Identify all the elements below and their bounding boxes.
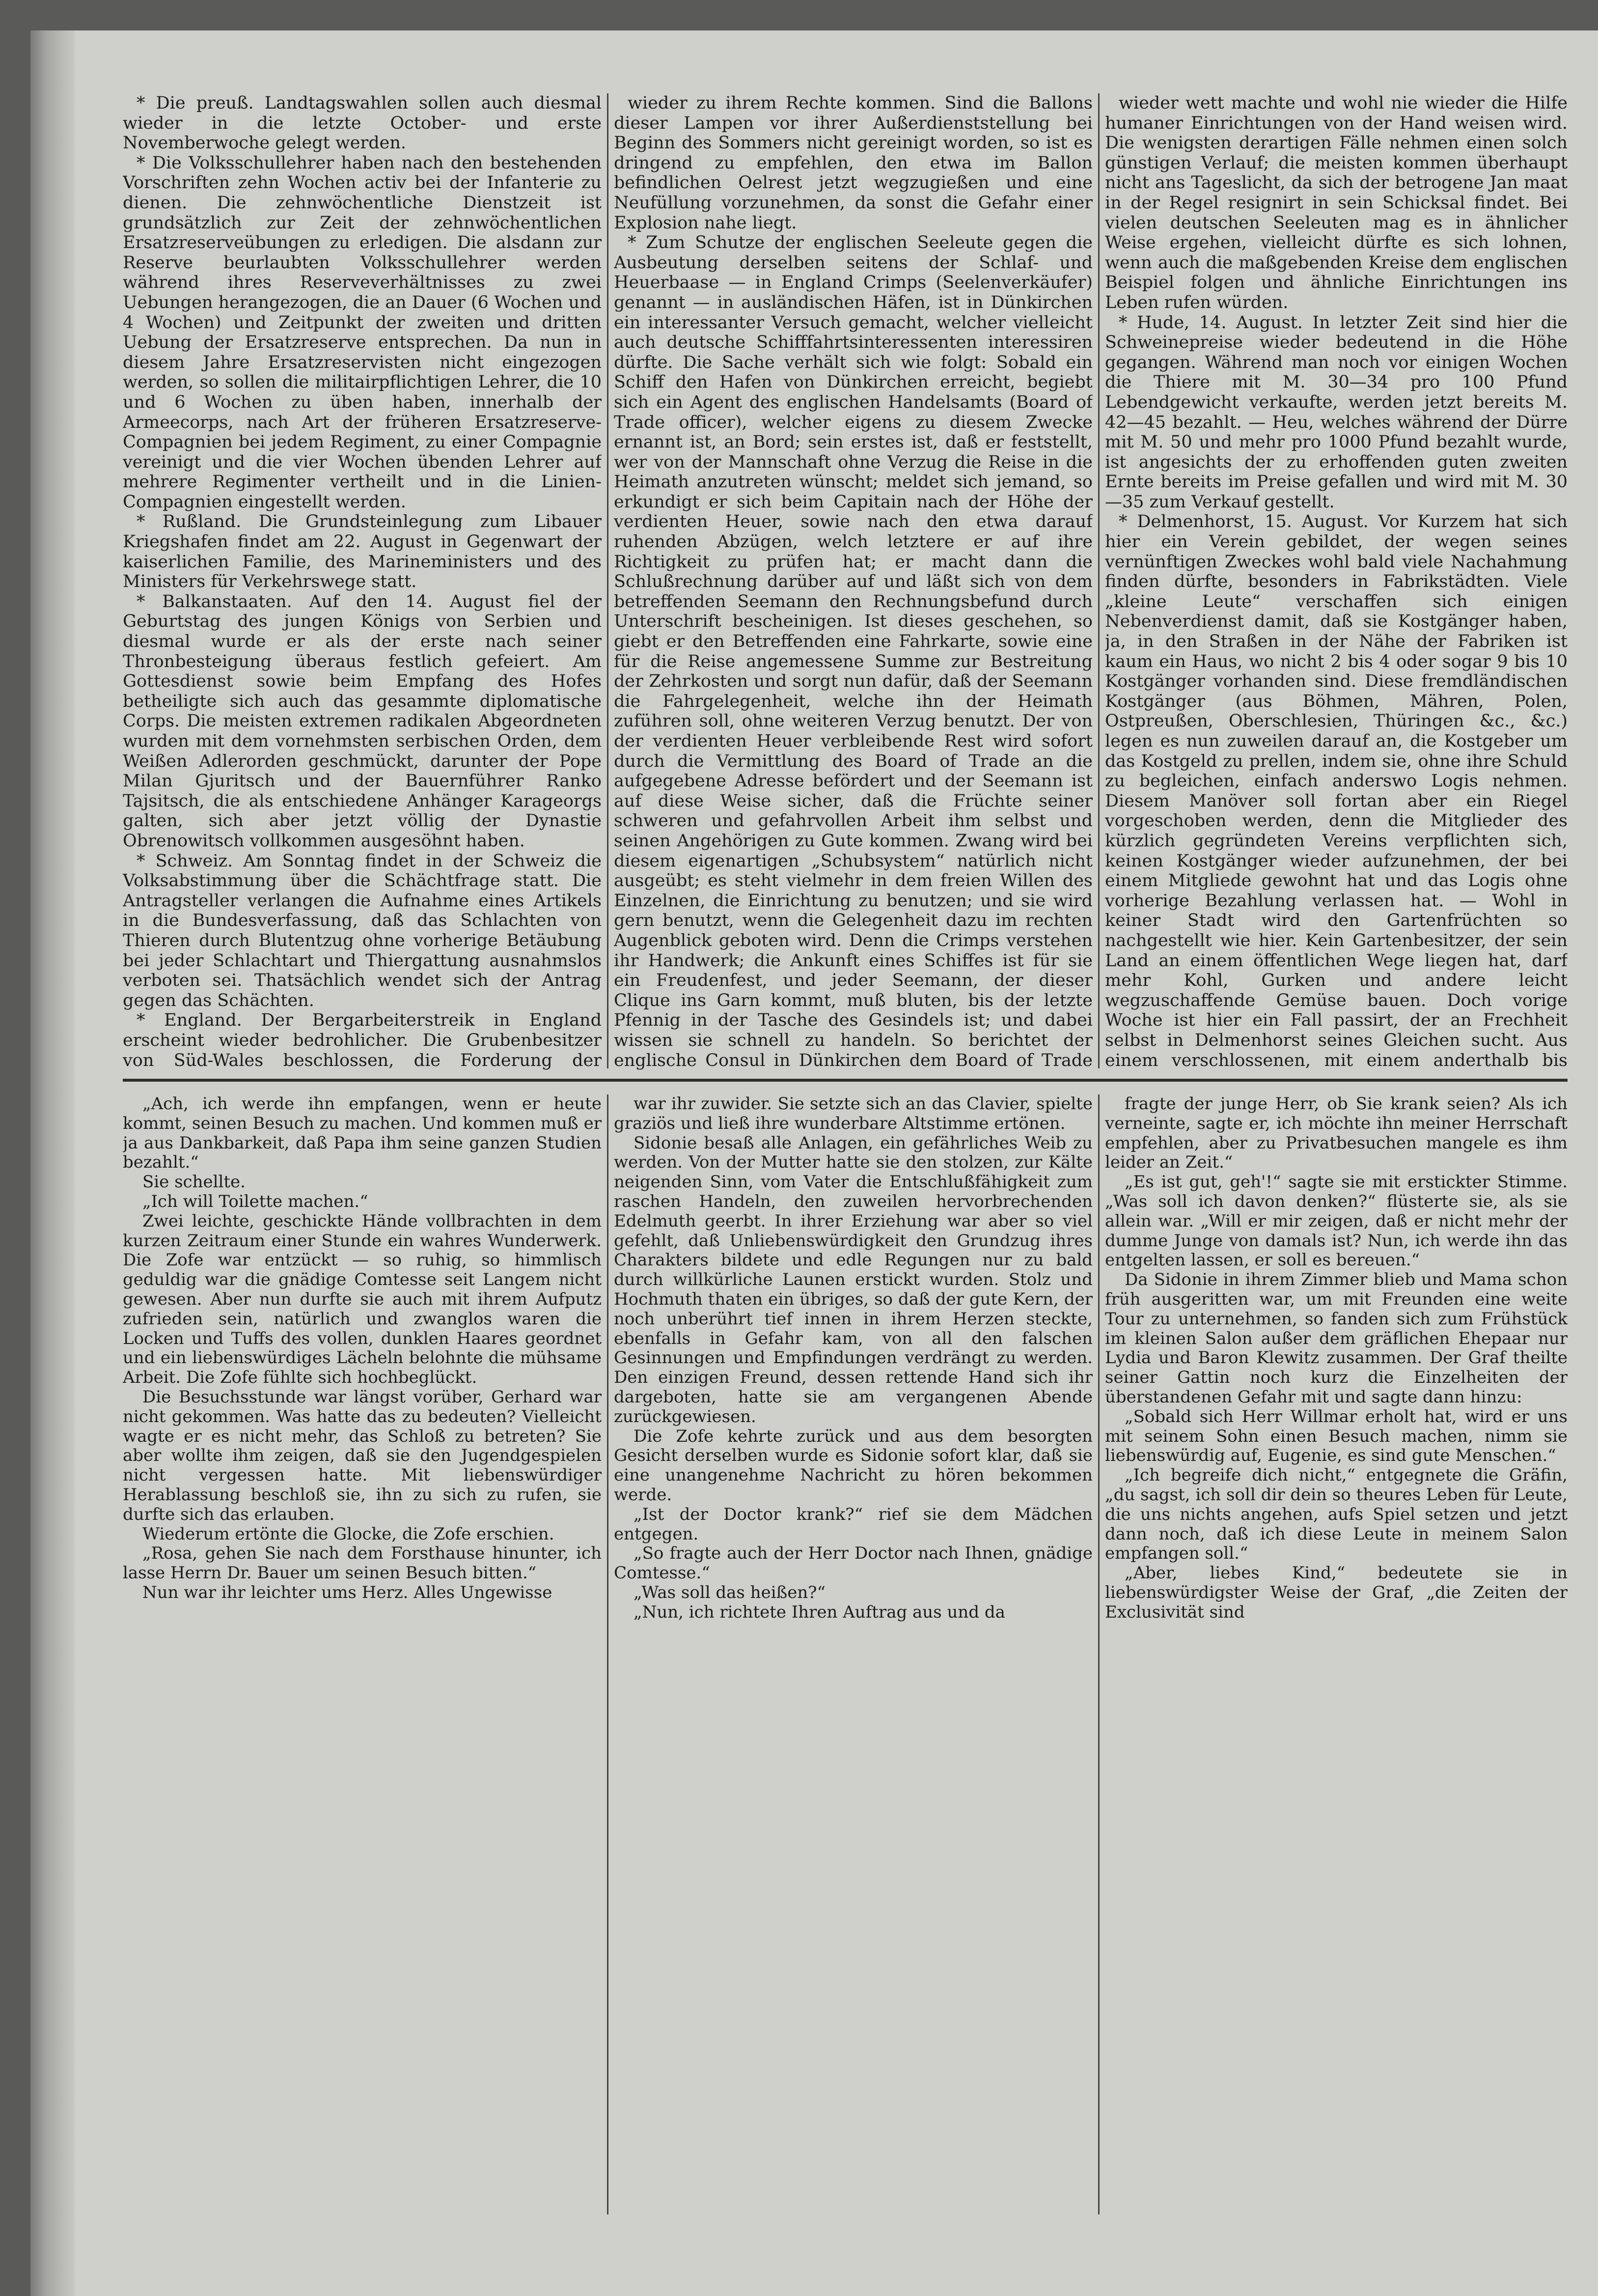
feuilleton-column-3: [1105, 1094, 1568, 2219]
local-news-article: wieder wett machte und wohl nie wieder die Hilfe humaner Einrichtungen von der Hand weisen wird. Die wenigsten derartigen Fälle nehmen einen solch günstigen Verlauf; die meisten kommen überhaupt nicht ans Tageslicht, da sich der betrogene Jan maat in der Regel resignirt in sein Schicksal findet. Bei vielen deutschen Seeleuten mag es in ähnlicher Weise ergehen, vielleicht dürfte es sich lohnen, wenn auch die maßgebenden Kreise dem englischen Beispiel folgen und ähnliche Einrichtungen ins Leben rufen würden.: [1105, 93, 1568, 312]
column-divider: [1098, 1094, 1100, 2214]
story-paragraph: war ihr zuwider. Sie setzte sich an das Clavier, spielte graziös und ließ ihre wunderbare Altstimme ertönen.: [614, 1094, 1093, 1133]
story-paragraph: „Ich begreife dich nicht,“ entgegnete die Gräfin, „du sagst, ich soll dir dein so theures Leben für Leute, die uns nichts angehen, aufs Spiel setzen und jetzt dann noch, daß ich diese Leute in meinem Salon empfangen soll.“: [1105, 1465, 1568, 1564]
news-article: * Schweiz. Am Sonntag findet in der Schweiz die Volksabstimmung über die Schächtfrage statt. Die Antragsteller verlangen die Aufnahme eines Artikels in die Bundesverfassung, daß das Schlachten von Thieren durch Blutentzug ohne vorherige Betäubung bei jeder Schlachtart und Thiergattung ausnahmslos verboten sei. Thatsächlich wendet sich der Antrag gegen das Schächten.: [123, 851, 602, 1010]
story-paragraph: Die Besuchsstunde war längst vorüber, Gerhard war nicht gekommen. Was hatte das zu bedeuten? Vielleicht wagte er es nicht mehr, das Schloß zu betreten? Sie aber wollte ihm zeigen, daß sie den Jugendgespielen nicht vergessen hatte. Mit liebenswürdiger Herablassung beschloß sie, ihn zu sich zu rufen, sie durfte sich das erlauben.: [123, 1387, 602, 1524]
news-column-1: [123, 93, 602, 1071]
story-paragraph: Da Sidonie in ihrem Zimmer blieb und Mama schon früh ausgeritten war, um mit Freunden eine weite Tour zu unternehmen, so fanden sich zum Frühstück im kleinen Salon außer dem gräflichen Ehepaar nur Lydia und Baron Klewitz zusammen. Der Graf theilte seiner Gattin noch kurz die Einzelheiten der überstandenen Gefahr mit und sagte dann hinzu:: [1105, 1270, 1568, 1407]
news-column-3: [1105, 93, 1568, 1071]
story-paragraph: Sidonie besaß alle Anlagen, ein gefährliches Weib zu werden. Von der Mutter hatte sie den stolzen, zur Kälte neigenden Sinn, vom Vater die Entschlußfähigkeit zum raschen Handeln, den zuweilen hervorbrechenden Edelmuth geerbt. In ihrer Erziehung war aber so viel gefehlt, daß Unliebenswürdigkeit den Grundzug ihres Charakters bildete und edle Regungen nur zu bald durch willkürliche Launen erstickt wurden. Stolz und Hochmuth thaten ein übriges, so daß der gute Kern, der noch unberührt tief innen in ihrem Herzen steckte, ebenfalls in Gefahr kam, von all den falschen Gesinnungen und Empfindungen verdrängt zu werden. Den einzigen Freund, dessen rettende Hand sich ihr dargeboten, hatte sie am vergangenen Abende zurückgewiesen.: [614, 1133, 1093, 1427]
page-binding-shadow: [30, 30, 75, 2296]
story-paragraph: „Aber, liebes Kind,“ bedeutete sie in liebenswürdigster Weise der Graf, „die Zeiten der Exclusivität sind: [1105, 1563, 1568, 1622]
story-paragraph: „So fragte auch der Herr Doctor nach Ihnen, gnädige Comtesse.“: [614, 1543, 1093, 1583]
news-article: * Balkanstaaten. Auf den 14. August fiel der Geburtstag des jungen Königs von Serbien und diesmal wurde er als der erste nach seiner Thronbesteigung überaus festlich gefeiert. Am Gottesdienst sowie beim Empfang des Hofes betheiligte sich auch das gesammte diplomatische Corps. Die meisten extremen radikalen Abgeordneten wurden mit dem vornehmsten serbischen Orden, dem Weißen Adlerorden geschmückt, darunter der Pope Milan Gjuritsch und der Bauernführer Ranko Tajsitsch, die als entschiedene Anhänger Karageorgs galten, sich aber jetzt völlig der Dynastie Obrenowitsch vollkommen ausgesöhnt haben.: [123, 591, 602, 851]
story-paragraph: „Sobald sich Herr Willmar erholt hat, wird er uns mit seinem Sohn einen Besuch machen, nimm sie liebenswürdig auf, Eugenie, es sind gute Menschen.“: [1105, 1406, 1568, 1466]
news-article: * Rußland. Die Grundsteinlegung zum Libauer Kriegshafen findet am 22. August in Gegenwart der kaiserlichen Familie, des Marineministers und des Ministers für Verkehrswege statt.: [123, 512, 602, 592]
news-column-2: [614, 93, 1093, 1071]
story-paragraph: „Rosa, gehen Sie nach dem Forsthause hinunter, ich lasse Herrn Dr. Bauer um seinen Besuch bitten.“: [123, 1543, 602, 1583]
news-article: * Die Volksschullehrer haben nach den bestehenden Vorschriften zehn Wochen activ bei der Infanterie zu dienen. Die zehnwöchentliche Dienstzeit ist grundsätzlich zur Zeit der zehnwöchentlichen Ersatzreserveübungen zu erledigen. Die alsdann zur Reserve beurlaubten Volksschullehrer werden während ihres Reserveverhältnisses zu zwei Uebungen herangezogen, die an Dauer (6 Wochen und 4 Wochen) und Zeitpunkt der zweiten und dritten Uebung der Ersatzreserve entsprechen. Da nun in diesem Jahre Ersatzreservisten nicht eingezogen werden, so sollen die militairpflichtigen Lehrer, die 10 und 6 Wochen zu üben haben, innerhalb der Armeecorps, nach Art der früheren Ersatzreserve-Compagnien bei jedem Regiment, zu einer Compagnie vereinigt und die vier Wochen übenden Lehrer auf mehrere Regimenter vertheilt und in die Linien-Compagnien eingestellt werden.: [123, 153, 602, 512]
story-paragraph: „Was soll das heißen?“: [634, 1582, 826, 1602]
story-paragraph: Zwei leichte, geschickte Hände vollbrachten in dem kurzen Zeitraum einer Stunde ein wahres Wunderwerk. Die Zofe war entzückt — so ruhig, so himmlisch geduldig war die gnädige Comtesse seit Langem nicht gewesen. Aber nun durfte sie auch mit ihrem Aufputz zufrieden sein, natürlich und zwanglos waren die Locken und Tuffs des vollen, dunklen Haares geordnet und ein liebenswürdiges Lächeln belohnte die mühsame Arbeit. Die Zofe fühlte sich hochbeglückt.: [123, 1211, 602, 1388]
story-paragraph: „Nun, ich richtete Ihren Auftrag aus und da: [634, 1602, 1005, 1622]
story-paragraph: „Ich will Toilette machen.“: [142, 1191, 368, 1211]
column-divider: [1098, 93, 1100, 1068]
story-paragraph: Nun war ihr leichter ums Herz. Alles Ungewisse: [142, 1582, 552, 1602]
story-paragraph: Die Zofe kehrte zurück und aus dem besorgten Gesicht derselben wurde es Sidonie sofort klar, daß sie eine unangenehme Nachricht zu hören bekommen werde.: [614, 1426, 1093, 1505]
column-divider: [607, 1094, 608, 2214]
news-section: [123, 93, 1568, 1076]
local-news-article: * Hude, 14. August. In letzter Zeit sind hier die Schweinepreise wieder bedeutend in die Höhe gegangen. Während man noch vor einigen Wochen die Thiere mit M. 30—34 pro 100 Pfund Lebendgewicht verkaufte, werden jetzt bereits M. 42—45 bezahlt. — Heu, welches während der Dürre mit M. 50 und mehr pro 1000 Pfund bezahlt wurde, ist angesichts der zu erhoffenden guten zweiten Ernte bereits im Preise gefallen und wird mit M. 30—35 zum Verkauf gestellt.: [1105, 312, 1568, 512]
news-article: wieder zu ihrem Rechte kommen. Sind die Ballons dieser Lampen vor ihrer Außerdienststellung bei Beginn des Sommers nicht gereinigt worden, so ist es dringend zu empfehlen, den etwa im Ballon befindlichen Oelrest jetzt wegzugießen und eine Neufüllung vorzunehmen, da sonst die Gefahr einer Explosion nahe liegt.: [614, 93, 1093, 233]
news-article: * England. Der Bergarbeiterstreik in England erscheint wieder bedrohlicher. Die Grubenbesitzer von Süd-Wales beschlossen, die Forderung der: [123, 1010, 602, 1070]
story-paragraph: Wiederum ertönte die Glocke, die Zofe erschien.: [142, 1524, 554, 1544]
story-paragraph: Sie schellte.: [142, 1172, 246, 1192]
story-paragraph: „Es ist gut, geh'!“ sagte sie mit erstickter Stimme. „Was soll ich davon denken?“ flüsterte sie, als sie allein war. „Will er mir zeigen, daß er nicht mehr der dumme Junge von damals ist? Nun, ich werde ihn das entgelten lassen, er soll es bereuen.“: [1105, 1172, 1568, 1270]
story-paragraph: fragte der junge Herr, ob Sie krank seien? Als ich verneinte, sagte er, ich möchte ihn meiner Herrschaft empfehlen, aber zu Privatbesuchen mangele es ihm leider an Zeit.“: [1105, 1094, 1568, 1173]
feuilleton-column-1: [123, 1094, 602, 2219]
feuilleton-column-2: [614, 1094, 1093, 2219]
news-article: * Die preuß. Landtagswahlen sollen auch diesmal wieder in die letzte October- und erste Novemberwoche gelegt werden.: [123, 93, 602, 153]
column-divider: [607, 93, 608, 1068]
feuilleton-section: [123, 1094, 1568, 2224]
feuilleton-divider-line: [123, 1079, 1568, 1082]
local-news-article: * Delmenhorst, 15. August. Vor Kurzem hat sich hier ein Verein gebildet, der wegen seines vernünftigen Zweckes wohl bald viele Nachahmung finden dürfte, besonders in Fabrikstädten. Viele „kleine Leute“ verschaffen sich einigen Nebenverdienst damit, daß sie Kostgänger haben, ja, in den Straßen in der Nähe der Fabriken ist kaum ein Haus, wo nicht 2 bis 4 oder sogar 9 bis 10 Kostgänger vorhanden sind. Diese fremdländischen Kostgänger (aus Böhmen, Mähren, Polen, Ostpreußen, Oberschlesien, Thüringen &c., &c.) legen es nun zuweilen darauf an, die Kostgeber um das Kostgeld zu prellen, indem sie, ohne ihre Schuld zu begleichen, einfach anderswo Logis nehmen. Diesem Manöver soll fortan aber ein Riegel vorgeschoben werden, denn die Mitglieder des kürzlich gegründeten Vereins verpflichten sich, keinen Kostgänger wieder aufzunehmen, der bei einem Mitgliede gewohnt hat und das Logis ohne vorherige Bezahlung verlassen hat. — Wohl in keiner Stadt wird den Gartenfrüchten so nachgestellt wie hier. Kein Gartenbesitzer, der sein Land an einem öffentlichen Wege liegen hat, darf mehr Kohl, Gurken und andere leicht wegzuschaffende Gemüse bauen. Doch vorige Woche ist hier ein Fall passirt, der an Frechheit selbst in Delmenhorst seines Gleichen sucht. Aus einem verschlossenen, mit einem anderthalb bis: [1105, 512, 1568, 1070]
news-article: * Zum Schutze der englischen Seeleute gegen die Ausbeutung derselben seitens der Schlaf- und Heuerbaase — in England Crimps (Seelenverkäufer) genannt — in ausländischen Häfen, ist in Dünkirchen ein interessanter Versuch gemacht, welcher vielleicht auch deutsche Schifffahrtsinteressenten interessiren dürfte. Die Sache verhält sich wie folgt: Sobald ein Schiff den Hafen von Dünkirchen erreicht, begiebt sich ein Agent des englischen Handelsamts (Board of Trade officer), welcher eigens zu diesem Zwecke ernannt ist, an Bord; sein erstes ist, daß er feststellt, wer von der Mannschaft ohne Verzug die Reise in die Heimath anzutreten wünscht; meldet sich jemand, so erkundigt er sich beim Capitain nach der Höhe der verdienten Heuer, sowie nach den etwa darauf ruhenden Abzügen, welch letztere er auf ihre Richtigkeit zu prüfen hat; er macht dann die Schlußrechnung darüber auf und läßt sich von dem betreffenden Seemann den Rechnungsbefund durch Unterschrift bescheinigen. Ist dieses geschehen, so giebt er den Betreffenden eine Fahrkarte, sowie eine für die Reise angemessene Summe zur Bestreitung der Zehrkosten und sorgt nun dafür, daß der Seemann die Fahrgelegenheit, welche ihn der Heimath zuführen soll, ohne weiteren Verzug benutzt. Der von der verdienten Heuer verbleibende Rest wird sofort durch die Vermittlung des Board of Trade an die aufgegebene Adresse befördert und der Seemann ist auf diese Weise sicher, daß die Früchte seiner schweren und gefahrvollen Arbeit ihm selbst und seinen Angehörigen zu Gute kommen. Zwang wird bei diesem eigenartigen „Schubsystem“ natürlich nicht ausgeübt; es steht vielmehr in dem freien Willen des Einzelnen, die Einrichtung zu benutzen; und sie wird gern benutzt, wenn die Gelegenheit dazu im rechten Augenblick geboten wird. Denn die Crimps verstehen ihr Handwerk; die Ankunft eines Schiffes ist für sie ein Freudenfest, und jeder Seemann, der dieser Clique ins Garn kommt, muß bluten, bis der letzte Pfennig in der Tasche des Gesindels ist; und dabei wissen sie schnell zu handeln. So berichtet der englische Consul in Dünkirchen dem Board of Trade: [614, 233, 1093, 1070]
story-paragraph: „Ach, ich werde ihn empfangen, wenn er heute kommt, seinen Besuch zu machen. Und kommen muß er ja aus Dankbarkeit, daß Papa ihm seine ganzen Studien bezahlt.“: [123, 1094, 602, 1173]
story-paragraph: „Ist der Doctor krank?“ rief sie dem Mädchen entgegen.: [614, 1504, 1093, 1544]
